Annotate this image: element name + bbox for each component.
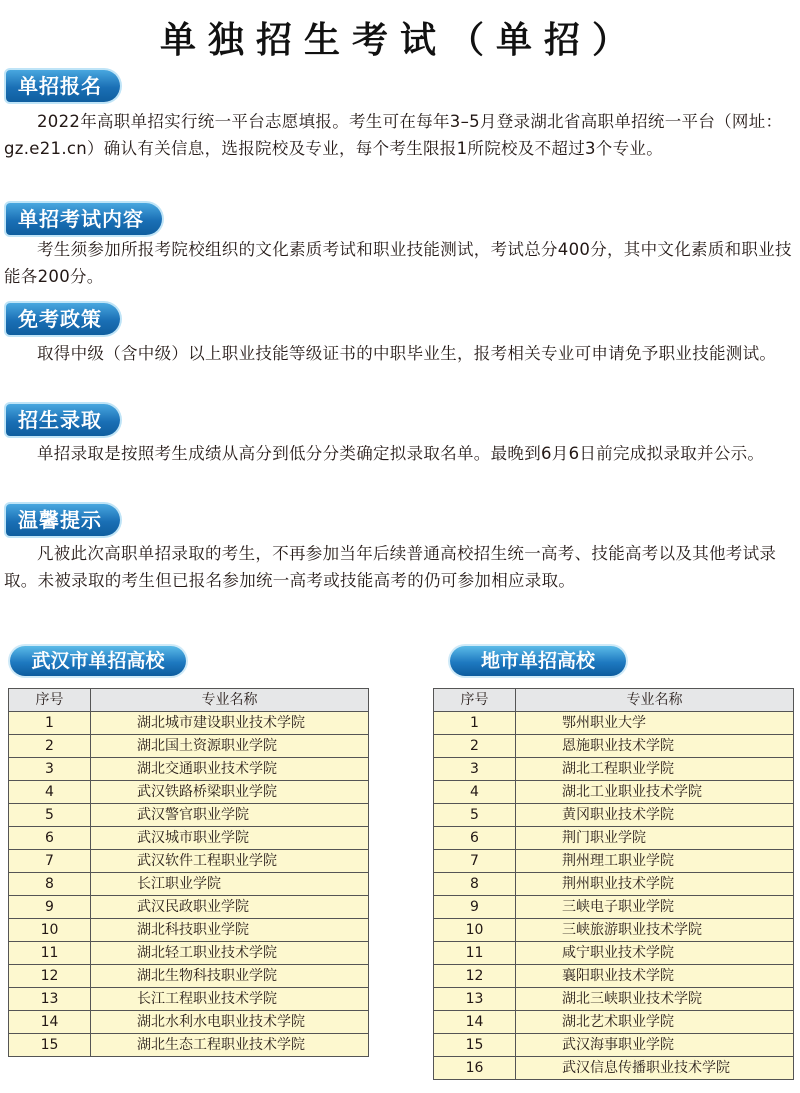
table-row xyxy=(434,850,794,873)
row-number: 12 xyxy=(9,965,91,988)
table-row xyxy=(9,919,369,942)
row-number: 13 xyxy=(9,988,91,1011)
column-header-name: 专业名称 xyxy=(91,689,369,712)
table-header-row xyxy=(434,689,794,712)
section-tag-admission: 招生录取 xyxy=(6,404,120,436)
page-title: 单独招生考试（单招） xyxy=(159,20,640,61)
row-number: 7 xyxy=(434,850,516,873)
row-number: 9 xyxy=(9,896,91,919)
row-number: 12 xyxy=(434,965,516,988)
row-number: 2 xyxy=(9,735,91,758)
school-name: 武汉信息传播职业技术学院 xyxy=(516,1057,794,1080)
school-name: 湖北工程职业学院 xyxy=(516,758,794,781)
school-name: 武汉警官职业学院 xyxy=(91,804,369,827)
school-name: 武汉软件工程职业学院 xyxy=(91,850,369,873)
table-row xyxy=(9,712,369,735)
school-name: 湖北三峡职业技术学院 xyxy=(516,988,794,1011)
row-number: 15 xyxy=(9,1034,91,1057)
row-number: 1 xyxy=(9,712,91,735)
row-number: 11 xyxy=(434,942,516,965)
school-name: 荆州职业技术学院 xyxy=(516,873,794,896)
row-number: 3 xyxy=(434,758,516,781)
table-row xyxy=(9,988,369,1011)
row-number: 4 xyxy=(434,781,516,804)
section-text-admission: 单招录取是按照考生成绩从高分到低分分类确定拟录取名单。最晚到6月6日前完成拟录取并公示。 xyxy=(37,444,765,463)
table-row xyxy=(434,781,794,804)
table-row xyxy=(9,1011,369,1034)
school-name: 荆州理工职业学院 xyxy=(516,850,794,873)
row-number: 3 xyxy=(9,758,91,781)
table-row xyxy=(434,919,794,942)
school-name: 三峡旅游职业技术学院 xyxy=(516,919,794,942)
table-header-row xyxy=(9,689,369,712)
school-name: 鄂州职业大学 xyxy=(516,712,794,735)
school-name: 长江工程职业技术学院 xyxy=(91,988,369,1011)
school-name: 武汉城市职业学院 xyxy=(91,827,369,850)
school-name: 武汉民政职业学院 xyxy=(91,896,369,919)
table-row xyxy=(9,804,369,827)
school-name: 恩施职业技术学院 xyxy=(516,735,794,758)
section-text-registration: 2022年高职单招实行统一平台志愿填报。考生可在每年3–5月登录湖北省高职单招统一平台（网址：gz.e21.cn）确认有关信息，选报院校及专业，每个考生限报1所院校及不超过3个专业。 xyxy=(4,112,783,158)
row-number: 10 xyxy=(9,919,91,942)
section-tag-exemption: 免考政策 xyxy=(6,303,120,335)
local-schools-heading: 地市单招高校 xyxy=(450,646,626,676)
school-name: 湖北工业职业技术学院 xyxy=(516,781,794,804)
table-row xyxy=(434,873,794,896)
table-row xyxy=(434,1057,794,1080)
school-name: 三峡电子职业学院 xyxy=(516,896,794,919)
row-number: 7 xyxy=(9,850,91,873)
school-name: 武汉海事职业学院 xyxy=(516,1034,794,1057)
table-row xyxy=(434,827,794,850)
local-schools-table xyxy=(433,688,794,1080)
column-header-name: 专业名称 xyxy=(516,689,794,712)
section-tag-registration: 单招报名 xyxy=(6,70,120,102)
row-number: 14 xyxy=(434,1011,516,1034)
table-row xyxy=(434,735,794,758)
row-number: 6 xyxy=(434,827,516,850)
school-name: 湖北生态工程职业技术学院 xyxy=(91,1034,369,1057)
row-number: 2 xyxy=(434,735,516,758)
table-row xyxy=(434,942,794,965)
row-number: 14 xyxy=(9,1011,91,1034)
column-header-number: 序号 xyxy=(434,689,516,712)
row-number: 10 xyxy=(434,919,516,942)
school-name: 黄冈职业技术学院 xyxy=(516,804,794,827)
table-row xyxy=(9,896,369,919)
table-row xyxy=(9,827,369,850)
table-row xyxy=(9,873,369,896)
row-number: 15 xyxy=(434,1034,516,1057)
wuhan-schools-table xyxy=(8,688,369,1057)
table-row xyxy=(434,1011,794,1034)
table-row xyxy=(434,1034,794,1057)
table-row xyxy=(434,896,794,919)
table-row xyxy=(9,850,369,873)
table-row xyxy=(9,942,369,965)
row-number: 13 xyxy=(434,988,516,1011)
row-number: 8 xyxy=(9,873,91,896)
table-row xyxy=(9,965,369,988)
table-row xyxy=(434,712,794,735)
school-name: 湖北艺术职业学院 xyxy=(516,1011,794,1034)
school-name: 湖北科技职业学院 xyxy=(91,919,369,942)
row-number: 9 xyxy=(434,896,516,919)
school-name: 湖北生物科技职业学院 xyxy=(91,965,369,988)
row-number: 8 xyxy=(434,873,516,896)
section-tag-exam-content: 单招考试内容 xyxy=(6,203,162,235)
school-name: 长江职业学院 xyxy=(91,873,369,896)
school-name: 荆门职业学院 xyxy=(516,827,794,850)
school-name: 湖北城市建设职业技术学院 xyxy=(91,712,369,735)
row-number: 16 xyxy=(434,1057,516,1080)
table-row xyxy=(9,758,369,781)
table-row xyxy=(434,804,794,827)
table-row xyxy=(434,758,794,781)
row-number: 6 xyxy=(9,827,91,850)
column-header-number: 序号 xyxy=(9,689,91,712)
row-number: 5 xyxy=(434,804,516,827)
row-number: 4 xyxy=(9,781,91,804)
section-text-exemption: 取得中级（含中级）以上职业技能等级证书的中职毕业生，报考相关专业可申请免予职业技能测试。 xyxy=(37,344,777,363)
school-name: 武汉铁路桥梁职业学院 xyxy=(91,781,369,804)
school-name: 湖北轻工职业技术学院 xyxy=(91,942,369,965)
table-row xyxy=(9,781,369,804)
table-row xyxy=(9,1034,369,1057)
school-name: 咸宁职业技术学院 xyxy=(516,942,794,965)
school-name: 湖北水利水电职业技术学院 xyxy=(91,1011,369,1034)
wuhan-schools-heading: 武汉市单招高校 xyxy=(10,646,186,676)
section-text-exam-content: 考生须参加所报考院校组织的文化素质考试和职业技能测试，考试总分400分，其中文化素质和职业技能各200分。 xyxy=(4,240,792,286)
section-text-reminder: 凡被此次高职单招录取的考生，不再参加当年后续普通高校招生统一高考、技能高考以及其他考试录取。未被录取的考生但已报名参加统一高考或技能高考的仍可参加相应录取。 xyxy=(4,544,777,590)
school-name: 湖北交通职业技术学院 xyxy=(91,758,369,781)
row-number: 11 xyxy=(9,942,91,965)
table-row xyxy=(9,735,369,758)
section-tag-reminder: 温馨提示 xyxy=(6,504,120,536)
school-name: 湖北国土资源职业学院 xyxy=(91,735,369,758)
row-number: 5 xyxy=(9,804,91,827)
row-number: 1 xyxy=(434,712,516,735)
table-row xyxy=(434,965,794,988)
table-row xyxy=(434,988,794,1011)
school-name: 襄阳职业技术学院 xyxy=(516,965,794,988)
